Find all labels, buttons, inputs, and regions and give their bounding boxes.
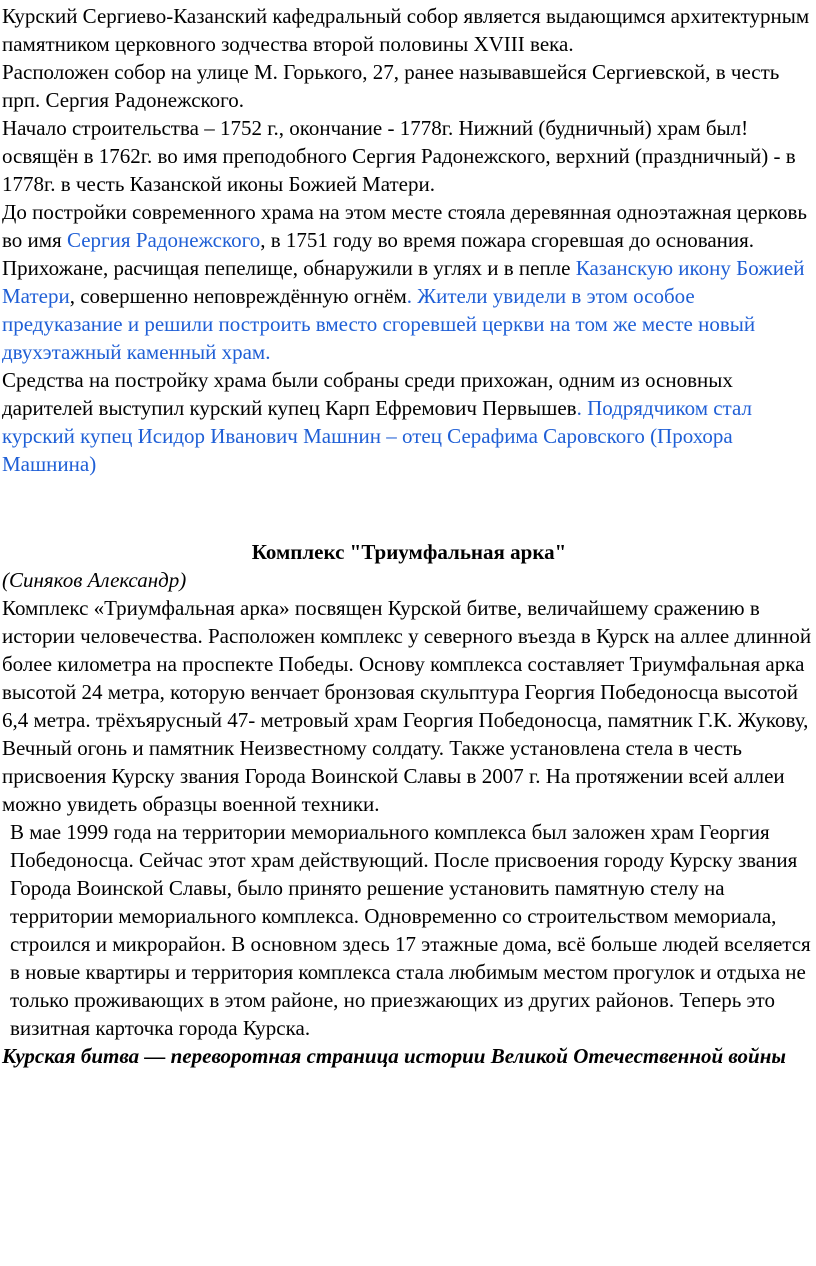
link-new-church[interactable]: . Жители увидели в этом особое предуказание и решили построить вместо сгоревшей церкви на том же месте новый двухэтажный каменный храм. bbox=[2, 284, 756, 364]
history-text-a: До постройки современного храма на этом месте стояла деревянная одноэтажная церковь во имя bbox=[2, 200, 807, 252]
paragraph-cathedral-funding bbox=[2, 366, 816, 478]
section-spacer bbox=[2, 478, 816, 534]
history-text-c: , совершенно неповреждённую огнём bbox=[69, 284, 407, 308]
closing-heading: Курская битва — переворотная страница истории Великой Отечественной войны bbox=[2, 1044, 786, 1068]
paragraph-cathedral-history bbox=[2, 198, 816, 366]
paragraph-cathedral-intro: Курский Сергиево-Казанский кафедральный собор является выдающимся архитектурным памятником церковного зодчества второй половины XVIII века. bbox=[2, 4, 810, 56]
link-kazan-icon[interactable]: Казанскую икону Божией Матери bbox=[2, 256, 805, 308]
link-sergius[interactable]: Сергия Радонежского bbox=[66, 228, 261, 252]
paragraph-arch-church: В мае 1999 года на территории мемориального комплекса был заложен храм Георгия Победоносца. Сейчас этот храм действующий. После присвоения городу Курску звания Города Воинской Славы, было принято решение установить памятную стелу на территории мемориального комплекса. Одновременно со строительством мемориала, строился и микрорайон. В основном здесь 17 этажные дома, всё больше людей вселяется в новые квартиры и территория комплекса стала любимым местом прогулок и отдыха не только проживающих в этом районе, но приезжающих из других районов. Теперь это визитная карточка города Курска. bbox=[10, 820, 811, 1040]
history-text-b: , в 1751 году во время пожара сгоревшая до основания. Прихожане, расчищая пепелище, обнаружили в углях и в пепле bbox=[2, 228, 755, 280]
paragraph-arch-description: Комплекс «Триумфальная арка» посвящен Курской битве, величайшему сражению в истории человечества. Расположен комплекс у северного въезда в Курск на аллее длинной более километра на проспекте Победы. Основу комплекса составляет Триумфальная арка высотой 24 метра, которую венчает бронзовая скульптура Георгия Победоносца высотой 6,4 метра. трёхъярусный 47- метровый храм Георгия Победоносца, памятник Г.К. Жукову, Вечный огонь и памятник Неизвестному солдату. Также установлена стела в честь присвоения Курску звания Города Воинской Славы в 2007 г. На протяжении всей аллеи можно увидеть образцы военной техники. bbox=[2, 596, 812, 816]
section-title: Комплекс "Триумфальная арка" bbox=[251, 540, 567, 564]
funding-text: Средства на постройку храма были собраны среди прихожан, одним из основных дарителей выступил курский купец Карп Ефремович Первышев bbox=[2, 368, 733, 420]
paragraph-cathedral-construction: Начало строительства – 1752 г., окончание - 1778г. Нижний (будничный) храм был! освящён в 1762г. во имя преподобного Сергия Радонежского, верхний (праздничный) - в 1778г. в честь Казанской иконы Божией Матери. bbox=[2, 116, 796, 196]
section-author: (Синяков Александр) bbox=[2, 568, 187, 592]
link-contractor[interactable]: . Подрядчиком стал курский купец Исидор Иванович Машнин – отец Серафима Саровского (Прохора Машнина) bbox=[2, 396, 752, 476]
paragraph-cathedral-location: Расположен собор на улице М. Горького, 27, ранее называвшейся Сергиевской, в честь прп. Сергия Радонежского. bbox=[2, 60, 780, 112]
